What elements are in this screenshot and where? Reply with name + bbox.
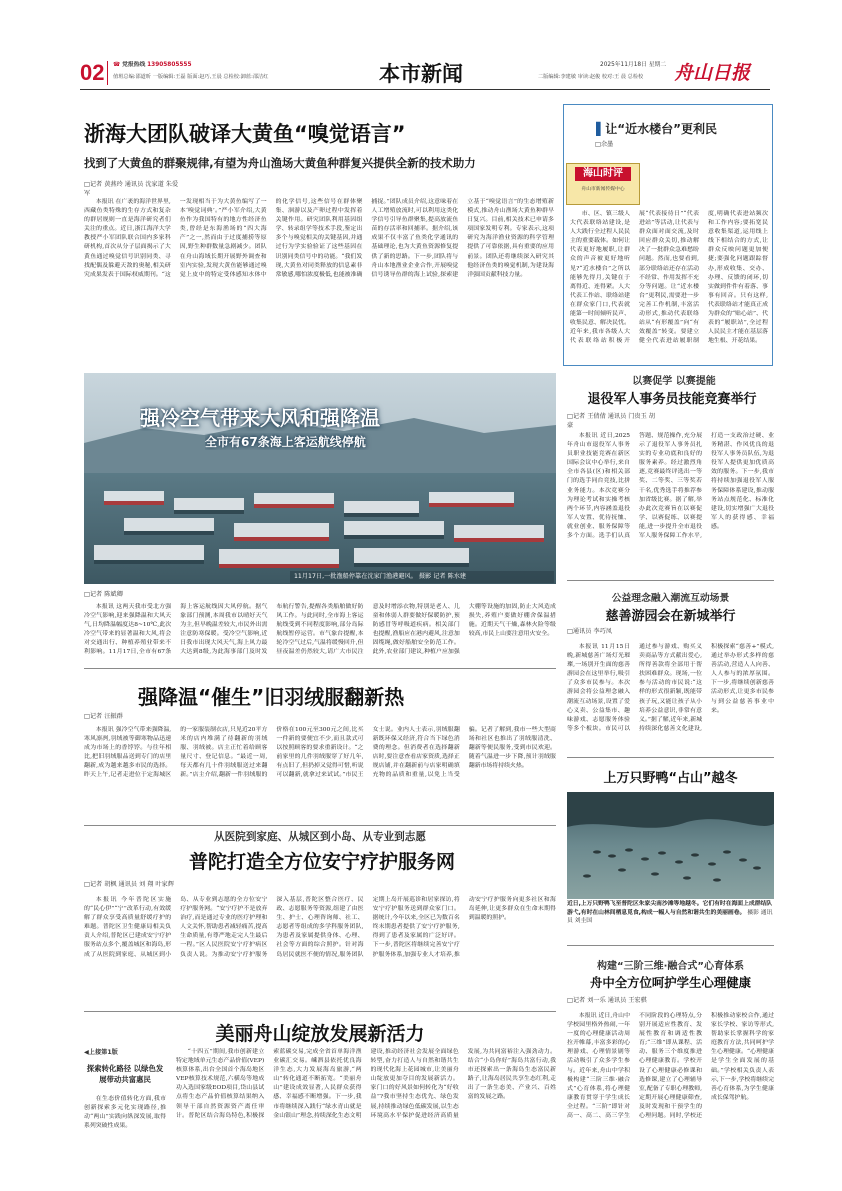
veterans-body	[567, 432, 774, 570]
care-kicker: 从医院到家庭、从城区到小岛、从专业到志愿	[214, 831, 426, 843]
column-body	[570, 210, 768, 360]
caption-text: 11月17日,一批渔船停靠在沈家门渔港避风。 摄影 记者 陈水建	[294, 573, 467, 580]
bullet-icon: ▌	[596, 122, 606, 136]
birds-rule	[567, 757, 774, 758]
feather-rule	[84, 668, 556, 669]
bottom-paragraph: “十四五”期间,我市创新建立特定地域单元生态产品价值(VEP)核算体系,出台全国首个海岛地区VEP核算技术规范,六横岛等地成功入选国家级EOD项目,岱山县试点将生态产品价值核算结果纳入领导干部自然资源资产离任审计。普陀区结合海岛特色,积极探索蓝碳交易,完成全省首单海洋渔业碳汇交易。嵊泗县依托优良海洋生态,大力发展海岛旅游,“两山”转化通道不断拓宽。“美丽舟山”建设成效显著,人民群众获得感、幸福感不断增强。下一步,我市将继续深入践行“绿水青山就是金山银山”理念,持续深化生态文明建设,推动经济社会发展全面绿色转型,奋力打造人与自然和谐共生的现代化海上花园城市,让美丽舟山绽放更加夺目的发展新活力。家门口的好风景如何转化为“好收益”?我市坚持生态优先、绿色发展,持续推动绿色低碳发展,以生态环境高水平保护促进经济高质量发展,为共同富裕注入强劲动力。结合“小岛你好”海岛共富行动,我市还探索出一条海岛生态富民新路子,让海岛居民共享生态红利,走出了一条生态美、产业兴、百姓富的发展之路。	[176, 1049, 556, 1119]
cold-headline: 强冷空气带来大风和强降温	[140, 406, 380, 430]
masthead-rule	[80, 89, 770, 90]
cold-photo-caption	[290, 571, 554, 583]
cold-byline: □记者 陈斌卿	[84, 591, 123, 598]
badge-subtitle: 舟山市新闻传媒中心	[581, 187, 625, 192]
bottom-headline: 美丽舟山绽放发展新活力	[215, 1023, 425, 1045]
bottom-sidebar	[84, 1048, 166, 1138]
charity-body	[567, 643, 774, 753]
charity-kicker: 公益理念融入潮流互动场景	[611, 593, 730, 604]
charity-rule	[567, 580, 774, 581]
ducks-photo	[567, 792, 774, 899]
care-headline: 普陀打造全方位安宁疗护服务网	[188, 851, 455, 873]
care-body	[84, 896, 556, 1008]
editors-left: 值班总编:邵道昕 一版编辑:王磊 版面:赵巧,王晨 总检校:卸蓝:邵洁红	[113, 74, 269, 80]
column-author: □余墨	[595, 141, 614, 148]
care-byline: □记者 胡枫 通讯员 刘 翔 叶家辉	[84, 881, 174, 888]
lead-paragraph: 本报讯 在广袤的海洋世界里,西藏鱼类特殊的生存方式和复杂的群居规则一直是海洋研究者们关注的重点。近日,浙江海洋大学教授严小军团队联合国内多家科研机构,首次从分子层面揭示了大黄鱼通过嗅觉信号识别同类、寻找配偶及躲避天敌的奥秘,相关研究成果发表于国际权威期刊。“这一发现相当于为大黄鱼编写了一本‘嗅觉词典’。”严小军介绍,大黄鱼作为我国特有的地方性经济鱼类,曾经是东海渔场的“四大海产”之一,然而由于过度捕捞等原因,野生种群数量急剧减少。团队在舟山海域长期开展野外调查和室内实验,发现大黄鱼能够通过嗅觉上皮中的特定受体感知水体中的化学信号,这些信号在群体聚集、洄游以及产卵过程中发挥着关键作用。研究团队利用基因组学、转录组学等技术手段,鉴定出多个与嗅觉相关的关键基因,并通过行为学实验验证了这些基因在识别同类信号中的功能。“我们发现,大黄鱼对同类释放的信息素非常敏感,哪怕浓度极低,也能被准确捕捉。”团队成员介绍,这意味着在人工增殖放流时,可以利用这类化学信号引导鱼群聚集,提高放流鱼苗的存活率和回捕率。据介绍,该成果不仅丰富了鱼类化学通讯的基础理论,也为大黄鱼资源修复提供了新的思路。下一步,团队将与舟山本地渔业企业合作,开展嗅觉信号诱导鱼群的海上试验,探索建立基于“嗅觉语言”的生态增殖新模式,推动舟山渔场大黄鱼种群早日复兴。目前,相关技术已申请多项国家发明专利。专家表示,这项研究为海洋渔业资源的科学管理提供了可靠依据,具有重要的应用前景。团队还将继续深入研究其他经济鱼类的嗅觉机制,为建设海洋强国贡献科技力量。	[84, 199, 554, 278]
continued-from: ◀上接第1版	[84, 1049, 118, 1056]
psych-rule	[567, 945, 774, 946]
lead-headline: 浙海大团队破译大黄鱼“嗅觉语言”	[84, 122, 406, 146]
feather-paragraph: 本报讯 强冷空气带来强降温,寒风凛冽,羽绒被等御寒物品迅速成为市场上的香饽饽。与往年相比,把旧羽绒服品送到专门的店里翻新,成为越来越多市民的选择。昨天上午,记者走进位于定海城区的一家服装制衣店,只见近20平方米的店内堆满了待翻新的羽绒服、羽绒被。店主正忙着给顾客量尺寸、登记信息。“最近一周,每天都有几十件羽绒服送过来翻新。”店主介绍,翻新一件羽绒服的价格在100元至300元之间,比买一件新的要便宜不少,而且款式可以按照顾客的要求重新设计。“之前家里的几件羽绒服穿了好几年,有点旧了,但扔掉又觉得可惜,听说可以翻新,就拿过来试试。”市民王女士说。业内人士表示,羽绒服翻新既环保又经济,符合当下绿色消费的理念。但消费者在选择翻新店时,要注意查看店家资质,选择正规店铺,并在翻新前与店家明确填充物的品质和重量,以免上当受骗。记者了解到,我市一些大型商场和社区也推出了羽绒服清洗、翻新等便民服务,受到市民欢迎。随着气温进一步下降,预计羽绒服翻新市场将持续火热。	[84, 727, 556, 779]
hotline-label: 党报热线	[122, 62, 146, 68]
care-paragraph: 本报讯 今年普陀区实施的“民心伊”“宁”改革行动,有效缓解了群众享受高质量舒缓疗护的难题。普陀区卫生健康局相关负责人介绍,普陀区已建成安宁疗护服务站点多个,覆盖城区和海岛,形成了从医院到家庭、从城区到小岛、从专业到志愿的全方位安宁疗护服务网。“安宁疗护不是放弃治疗,而是通过专业的医疗护理和人文关怀,帮助患者减轻痛苦,提高生命质量,有尊严地走完人生最后一程。”区人民医院安宁疗护病区负责人说。为推动安宁疗护服务深入基层,普陀区整合医疗、民政、志愿服务等资源,组建了由医生、护士、心理咨询师、社工、志愿者等组成的多学科服务团队,为患者及家属提供身体、心理、社会等方面的综合照护。针对海岛居民就医不便的情况,服务团队定期上岛开展巡诊和居家探访,将安宁疗护服务送到群众家门口。据统计,今年以来,全区已为数百名终末期患者提供了安宁疗护服务,得到了患者及家属的广泛好评。下一步,普陀区将继续完善安宁疗护服务体系,加强专业人才培养,推动安宁疗护服务向更多社区和海岛延伸,让更多群众在生命末期得到温暖的照护。	[84, 897, 556, 958]
masthead	[0, 0, 842, 90]
veterans-byline: □记者 王倩倩 通讯员 门贵玉 胡豪	[567, 413, 655, 429]
charity-paragraph: 本报讯 11月15日晚,新城慈善广场灯光璀璨,一场别开生面的慈善游园会在这里举行,吸引了众多市民参与。本次游园会将公益理念融入潮流互动场景,设置了爱心义卖、公益集市、趣味游戏、志愿服务体验等多个板块。市民可以通过参与游戏、购买义卖商品等方式献出爱心,所得善款将全部用于帮扶困难群众。现场,一位参与活动的市民说:“这样的形式很新颖,既能带孩子玩,又能让孩子从小培养公益意识,非常有意义。”据了解,近年来,新城持续深化慈善文化建设,积极探索“慈善+”模式,通过举办形式多样的慈善活动,营造人人向善、人人参与的浓厚氛围。下一步,将继续创新慈善活动形式,让更多市民参与到公益慈善事业中来。	[567, 644, 774, 732]
feather-byline: □记者 汪振群	[84, 713, 123, 720]
sidebar-paragraph: 在生态价值转化方面,我市创新探索多元化实现路径,推动“两山”实践向纵深发展,取得系列突破性成果。	[84, 1096, 166, 1130]
psych-headline: 舟中全方位呵护学生心理健康	[589, 975, 752, 990]
psych-body	[567, 1012, 774, 1142]
phone-icon: ☎	[113, 62, 121, 68]
bottom-body	[176, 1048, 556, 1142]
badge-title: 海山时评	[575, 167, 631, 181]
care-rule	[84, 825, 556, 826]
sidebar-body	[84, 1095, 166, 1131]
veterans-paragraph: 本报讯 近日,2025年舟山市退役军人事务员职业技能竞赛在新区国际会议中心举行,来自全市各县(区)和相关部门的选手同台竞技,比拼业务能力。本次竞赛分为理论考试和实操考核两个环节,内容涵盖退役军人安置、优待抚恤、就业创业、服务保障等多个方面。选手们认真答题、规范操作,充分展示了退役军人事务员扎实的专业功底和良好的服务素养。经过激烈角逐,竞赛最终评选出一等奖、二等奖、三等奖若干名,优秀选手将推荐参加省级比赛。据了解,举办此次竞赛旨在以赛促学、以赛促练、以赛提能,进一步提升全市退役军人服务保障工作水平,打造一支政治过硬、业务精湛、作风优良的退役军人事务员队伍,为退役军人提供更加优质高效的服务。下一步,我市将持续加强退役军人服务保障体系建设,推动服务站点规范化、标准化建设,切实增强广大退役军人的获得感、幸福感。	[567, 433, 774, 540]
veterans-headline: 退役军人事务员技能竞赛举行	[587, 392, 757, 407]
feather-headline: 强降温“催生”旧羽绒服翻新热	[138, 685, 405, 709]
column-title	[596, 120, 756, 137]
cold-paragraph: 本报讯 这两天我市受北方强冷空气影响,迎来强降温和大风天气,日均降温幅度达8~10℃,此次冷空气带来的显著温和大风,将会对交通出行、种植养殖业带来不利影响。11月17日,全市有67条海上客运航线因大风停航。据气象部门预测,本周我市以晴好天气为主,但早晚温差较大,市民外出需注意防寒保暖。受冷空气影响,近日我市出现大风天气,海上风力最大达到8级,为此海事部门及时发布航行警告,提醒各类船舶做好防风工作。与此同时,全市海上客运航线受到不同程度影响,部分岛际航线暂停运营。市气象台提醒,本轮冷空气过后,气温将缓慢回升,但昼夜温差仍然较大,请广大市民注意及时增添衣物,特别是老人、儿童和体弱人群要做好保暖防护,预防感冒等呼吸道疾病。相关部门也提醒,渔船应在港内避风,注意加固缆绳,做好船舶安全防范工作。此外,农业部门建议,种植户应加强大棚等设施的加固,防止大风造成损失,养殖户要做好棚舍保温措施。近期天气干燥,森林火险等级较高,市民上山要注意用火安全。	[84, 604, 556, 656]
charity-headline: 慈善游园会在新城举行	[605, 609, 736, 624]
hotline	[113, 61, 273, 70]
veterans-kicker: 以赛促学 以赛提能	[632, 376, 716, 387]
editors-right: 二版编辑:李建敏 审读:赵俊 校对:王 晨 总检校	[538, 74, 644, 80]
feather-body	[84, 726, 556, 826]
psych-byline: □记者 刘一乐 通讯员 王宏骐	[567, 997, 647, 1004]
section-title: 本市新闻	[379, 61, 463, 86]
lead-subheadline: 找到了大黄鱼的群聚规律,有望为舟山渔场大黄鱼种群复兴提供全新的技术助力	[84, 156, 476, 170]
charity-byline: □通讯员 李巧凤	[567, 628, 612, 635]
birds-caption	[567, 900, 774, 938]
lead-body	[84, 198, 554, 356]
column-badge	[566, 163, 640, 205]
masthead-divider	[107, 61, 108, 85]
page-number: 02	[80, 60, 105, 85]
column-title-text: 让“近水楼台”更利民	[605, 122, 718, 136]
birds-caption-text: 近日,上万只野鸭飞至普陀区朱家尖南沙滩等地越冬。它们有时在海面上成群结队游弋,有时在山林间栖息觅食,构成一幅人与自然和谐共生的美丽画卷。	[567, 901, 773, 916]
date-text: 2025年11月18日	[600, 62, 647, 68]
birds-credit: 摄影 通讯员 刘圭国	[567, 909, 773, 925]
column-paragraph: 市、区、镇三级人大代表联络站建设,是人大践行全过程人民民主的重要载体。如何让代表更好地履职,让群众的声音被更好地听见?“近水楼台”之所以能够先得月,关键在于离得近、连得紧。人大代表工作站、联络站建在群众家门口,代表就能第一时间倾听民声、收集民意、解决民忧。近年来,我市各级人大代表联络站积极开展“代表接待日”“代表进站”等活动,让代表与群众面对面交流,及时回应群众关切,推动解决了一批群众急难愁盼问题。然而,也要看到,部分联络站还存在活动不经常、作用发挥不充分等问题。让“近水楼台”更利民,需要进一步完善工作机制,丰富活动形式,推动代表联络站从“有形覆盖”向“有效覆盖”转变。要建立健全代表进站履职制度,明确代表进站频次和工作内容;要拓宽民意收集渠道,运用线上线下相结合的方式,让群众反映问题更加便捷;要强化问题跟踪督办,形成收集、交办、办理、反馈的闭环,切实做到件件有着落、事事有回音。只有这样,代表联络站才能真正成为群众的“贴心站”、代表的“履职站”,全过程人民民主才能在基层落地生根、开花结果。	[570, 211, 768, 345]
birds-headline: 上万只野鸭“占山”越冬	[603, 771, 738, 786]
lead-byline: □记者 黄燕玲 通讯员 沈家道 朱爱军	[84, 181, 179, 197]
bottom-rule	[84, 1011, 556, 1012]
paper-logo: 舟山日报	[674, 62, 751, 84]
weekday-text: 星期二	[648, 62, 667, 68]
ducks-photo-graphic	[567, 792, 774, 899]
psych-kicker: 构建“三阶三维·融合式”心育体系	[597, 961, 744, 972]
hotline-number: 13905805555	[147, 62, 192, 68]
cold-body	[84, 603, 556, 663]
cold-subheadline: 全市有67条海上客运航线停航	[205, 435, 366, 449]
sidebar-title: 探索转化路径 以绿色发展带动共富惠民	[86, 1064, 164, 1084]
psych-paragraph: 本报讯 近日,舟山中学校园里格外热闹,一年一度的心理健康活动周拉开帷幕,丰富多彩的心理游戏、心理情景剧等活动吸引了众多学生参与。近年来,舟山中学积极构建“三阶三维·融合式”心育体系,将心理健康教育贯穿于学生成长全过程。“三阶”即针对高一、高二、高三学生不同阶段的心理特点,分别开展适应性教育、发展性教育和调适性教育;“三维”即从课程、活动、服务三个维度推进心理健康教育。学校开设了心理健康必修课和选修课,建立了心理辅导室,配备了专职心理教师,定期开展心理健康筛查,及时发现和干预学生的心理问题。同时,学校还积极推动家校合作,通过家长学校、家访等形式,帮助家长掌握科学的家庭教育方法,共同呵护学生心理健康。“心理健康是学生全面发展的基础。”学校相关负责人表示,下一步,学校将继续完善心育体系,为学生健康成长保驾护航。	[567, 1013, 774, 1120]
